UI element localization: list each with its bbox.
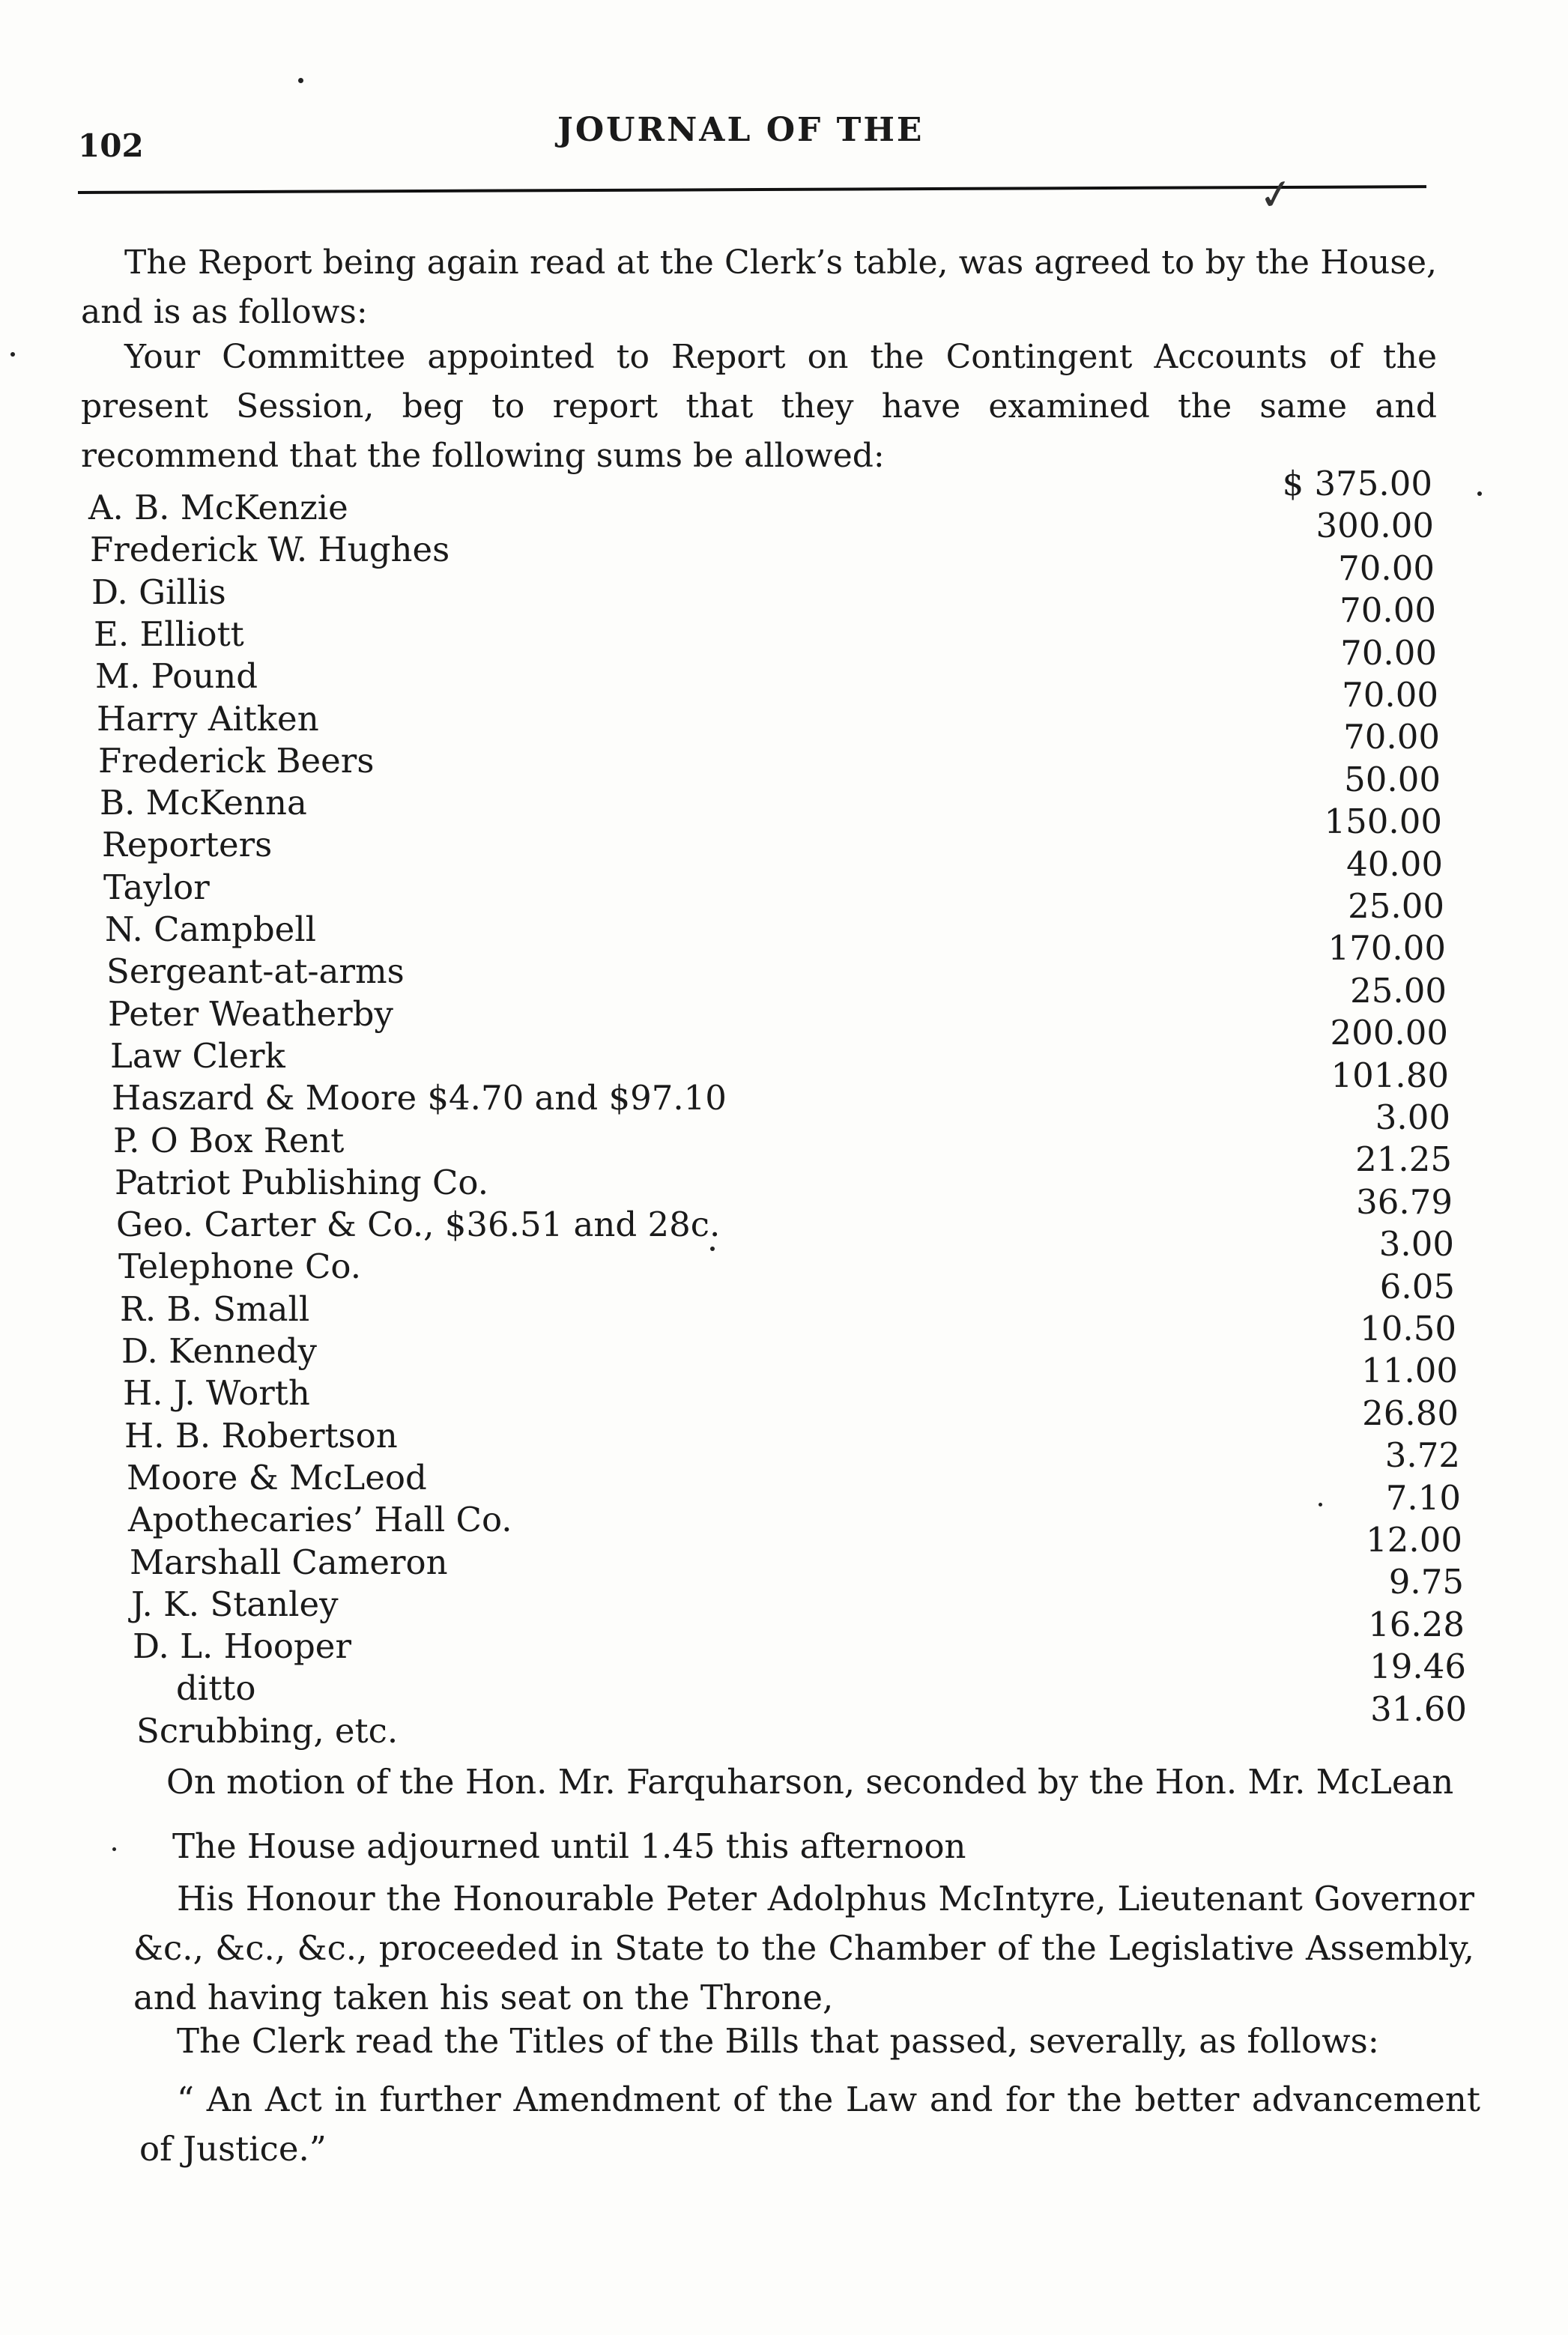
account-name: H. J. Worth — [123, 1373, 310, 1413]
intro-paragraph-report: The Report being again read at the Clerk’s table, was agreed to by the House, and is as follows: — [81, 243, 1437, 331]
motion-paragraph: On motion of the Hon. Mr. Farquharson, seconded by the Hon. Mr. McLean — [166, 1762, 1454, 1802]
account-amount: 6.05 — [1379, 1267, 1455, 1306]
account-amount: 170.00 — [1328, 928, 1446, 968]
account-amount: $ 375.00 — [1282, 464, 1432, 503]
account-name: B. McKenna — [100, 783, 307, 823]
print-speck — [112, 1847, 116, 1851]
account-amount: 31.60 — [1370, 1689, 1467, 1729]
account-name: Scrubbing, etc. — [136, 1711, 399, 1751]
account-amount: 70.00 — [1340, 633, 1437, 673]
account-name: Harry Aitken — [97, 699, 319, 739]
account-name: R. B. Small — [120, 1289, 310, 1329]
adjourn-paragraph: The House adjourned until 1.45 this afternoon — [172, 1826, 966, 1866]
account-amount: 16.28 — [1368, 1605, 1465, 1644]
print-speck — [10, 352, 15, 357]
account-amount: 70.00 — [1343, 717, 1440, 757]
account-amount: 26.80 — [1362, 1393, 1459, 1433]
account-name: Geo. Carter & Co., $36.51 and 28c. — [116, 1205, 721, 1244]
account-name: Peter Weatherby — [108, 994, 393, 1034]
account-name: D. Gillis — [91, 572, 226, 612]
account-name: Law Clerk — [110, 1036, 285, 1076]
account-name: P. O Box Rent — [113, 1121, 345, 1160]
account-name: J. K. Stanley — [131, 1584, 339, 1624]
handwritten-check-mark: ✓ — [1255, 169, 1298, 222]
account-amount: 25.00 — [1348, 886, 1444, 926]
act-title-paragraph: “ An Act in further Amendment of the Law and for the better advancement of Justice.” — [139, 2080, 1480, 2169]
account-amount: 36.79 — [1356, 1182, 1453, 1222]
page-header — [78, 105, 1426, 165]
account-amount: 200.00 — [1330, 1013, 1448, 1053]
account-amount: 101.80 — [1331, 1056, 1449, 1095]
account-amount: 300.00 — [1316, 506, 1434, 545]
account-amount: 9.75 — [1388, 1562, 1464, 1602]
account-amount: 19.46 — [1369, 1647, 1466, 1686]
account-amount: 25.00 — [1350, 971, 1447, 1011]
account-amount: 3.72 — [1384, 1435, 1460, 1475]
running-head: JOURNAL OF THE — [557, 111, 924, 149]
account-name: M. Pound — [95, 656, 258, 696]
account-amount: 40.00 — [1346, 844, 1443, 884]
account-name: Moore & McLeod — [127, 1458, 427, 1497]
print-speck — [710, 1247, 715, 1251]
print-speck — [1477, 491, 1482, 496]
account-name: E. Elliott — [94, 614, 244, 654]
page-number: 102 — [78, 127, 144, 164]
account-name: Marshall Cameron — [130, 1542, 448, 1582]
account-name: D. Kennedy — [121, 1331, 317, 1371]
account-amount: 21.25 — [1355, 1139, 1452, 1179]
lieutenant-governor-paragraph: His Honour the Honourable Peter Adolphus McIntyre, Lieutenant Governor &c., &c., &c., proceeded in State to the Chamber of the Legislative Assembly, and having taken his seat on the Throne, — [133, 1879, 1474, 2017]
account-name: Reporters — [102, 825, 273, 864]
account-name: H. B. Robertson — [124, 1416, 398, 1456]
account-amount: 70.00 — [1338, 548, 1435, 588]
account-amount: 70.00 — [1340, 590, 1436, 630]
account-amount: 3.00 — [1378, 1224, 1454, 1264]
account-amount: 12.00 — [1366, 1520, 1462, 1560]
account-name: Apothecaries’ Hall Co. — [128, 1500, 512, 1539]
account-amount: 7.10 — [1385, 1478, 1461, 1518]
account-amount: 150.00 — [1324, 802, 1442, 841]
print-speck — [1319, 1503, 1322, 1506]
account-name: D. L. Hooper — [133, 1626, 351, 1666]
account-amount: 10.50 — [1360, 1309, 1456, 1348]
clerk-paragraph: The Clerk read the Titles of the Bills that passed, severally, as follows: — [177, 2021, 1379, 2061]
account-name: Taylor — [103, 867, 210, 907]
account-amount: 50.00 — [1344, 760, 1441, 799]
header-rule — [78, 185, 1426, 194]
account-name: Patriot Publishing Co. — [115, 1163, 488, 1202]
account-name: Sergeant-at-arms — [106, 951, 405, 991]
account-name: Frederick W. Hughes — [90, 530, 450, 569]
intro-paragraph-committee: Your Committee appointed to Report on the Contingent Accounts of the present Session, beg to report that they have examined the same and recommend that the following sums be allowed: — [81, 338, 1437, 475]
account-name: A. B. McKenzie — [88, 488, 348, 527]
print-speck — [298, 78, 303, 83]
account-name: Haszard & Moore $4.70 and $97.10 — [112, 1078, 727, 1118]
account-name: Telephone Co. — [118, 1247, 362, 1286]
account-name: ditto — [176, 1668, 256, 1708]
account-name: N. Campbell — [105, 909, 317, 949]
account-amount: 3.00 — [1375, 1097, 1450, 1137]
account-amount: 70.00 — [1342, 675, 1438, 715]
account-name: Frederick Beers — [98, 741, 375, 781]
account-amount: 11.00 — [1361, 1351, 1458, 1390]
